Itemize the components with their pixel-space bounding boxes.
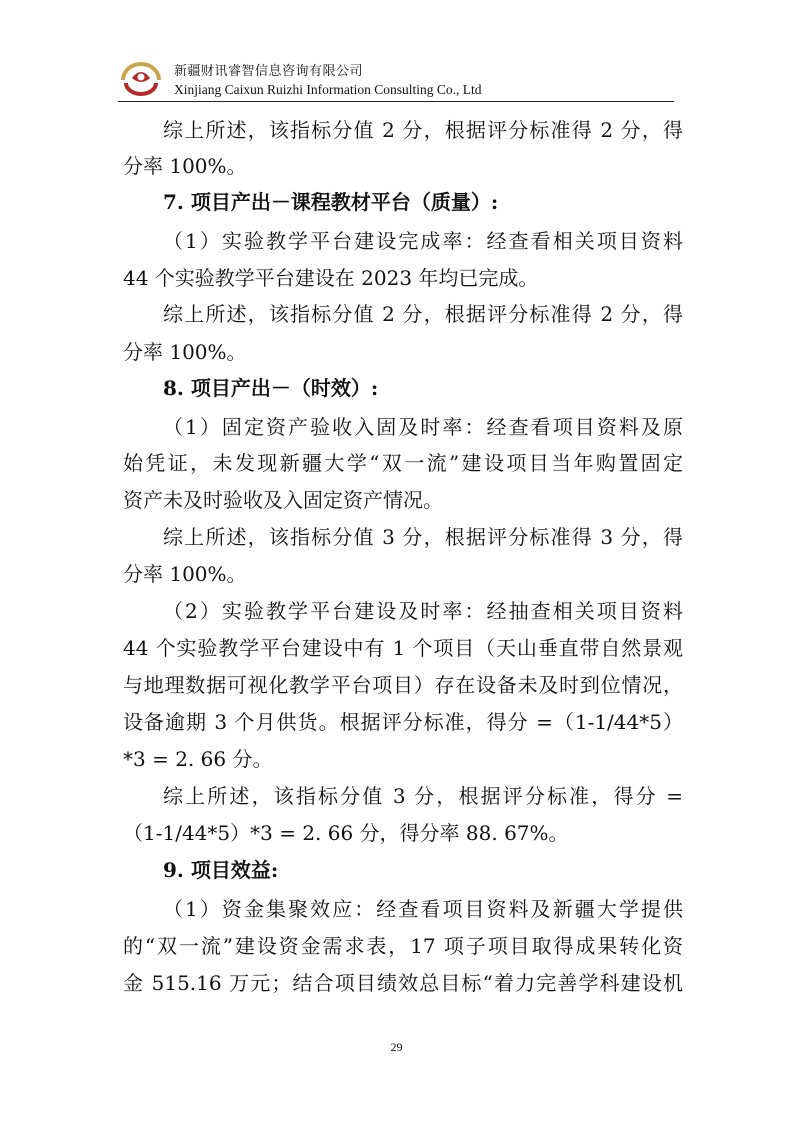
body-line: *3 = 2. 66 分。 bbox=[123, 747, 273, 771]
body-line: （1）实验教学平台建设完成率：经查看相关项目资料 bbox=[163, 229, 683, 253]
body-line: 44 个实验教学平台建设中有 1 个项目（天山垂直带自然景观 bbox=[123, 636, 683, 660]
header-divider bbox=[118, 101, 674, 102]
body-line: （1）资金集聚效应：经查看项目资料及新疆大学提供 bbox=[163, 897, 683, 921]
body-line: （2）实验教学平台建设及时率：经抽查相关项目资料 bbox=[163, 599, 683, 623]
section-heading: 8. 项目产出－（时效）: bbox=[163, 376, 379, 400]
page-header bbox=[118, 50, 678, 106]
company-logo-icon bbox=[118, 56, 164, 96]
body-line: 综上所述，该指标分值 3 分，根据评分标准，得分 = bbox=[163, 784, 683, 808]
company-name-en: Xinjiang Caixun Ruizhi Information Consulting Co., Ltd bbox=[174, 82, 482, 97]
body-line: 综上所述，该指标分值 2 分，根据评分标准得 2 分，得 bbox=[163, 302, 683, 326]
body-line: 资产未及时验收及入固定资产情况。 bbox=[123, 488, 443, 512]
body-line: 44 个实验教学平台建设在 2023 年均已完成。 bbox=[123, 266, 539, 290]
body-line: 分率 100%。 bbox=[123, 562, 247, 586]
section-heading: 7. 项目产出－课程教材平台（质量）: bbox=[163, 190, 499, 214]
body-line: 设备逾期 3 个月供货。根据评分标准，得分 =（1-1/44*5） bbox=[123, 710, 683, 734]
body-line: 综上所述，该指标分值 3 分，根据评分标准得 3 分，得 bbox=[163, 525, 683, 549]
page-number: 29 bbox=[390, 1040, 403, 1054]
body-line: 分率 100%。 bbox=[123, 154, 247, 178]
body-line: 的“双一流”建设资金需求表，17 项子项目取得成果转化资 bbox=[123, 934, 683, 958]
body-line: 始凭证，未发现新疆大学“双一流”建设项目当年购置固定 bbox=[123, 451, 683, 475]
body-line: （1-1/44*5）*3 = 2. 66 分，得分率 88. 67%。 bbox=[123, 821, 569, 845]
company-name-cn: 新疆财讯睿智信息咨询有限公司 bbox=[174, 64, 364, 79]
body-line: 与地理数据可视化教学平台项目）存在设备未及时到位情况， bbox=[123, 673, 683, 697]
section-heading: 9. 项目效益: bbox=[163, 858, 279, 882]
body-line: 金 515.16 万元；结合项目绩效总目标“着力完善学科建设机 bbox=[123, 971, 683, 995]
body-line: 分率 100%。 bbox=[123, 340, 247, 364]
body-line: 综上所述，该指标分值 2 分，根据评分标准得 2 分，得 bbox=[163, 118, 683, 142]
body-line: （1）固定资产验收入固及时率：经查看项目资料及原 bbox=[163, 415, 683, 439]
